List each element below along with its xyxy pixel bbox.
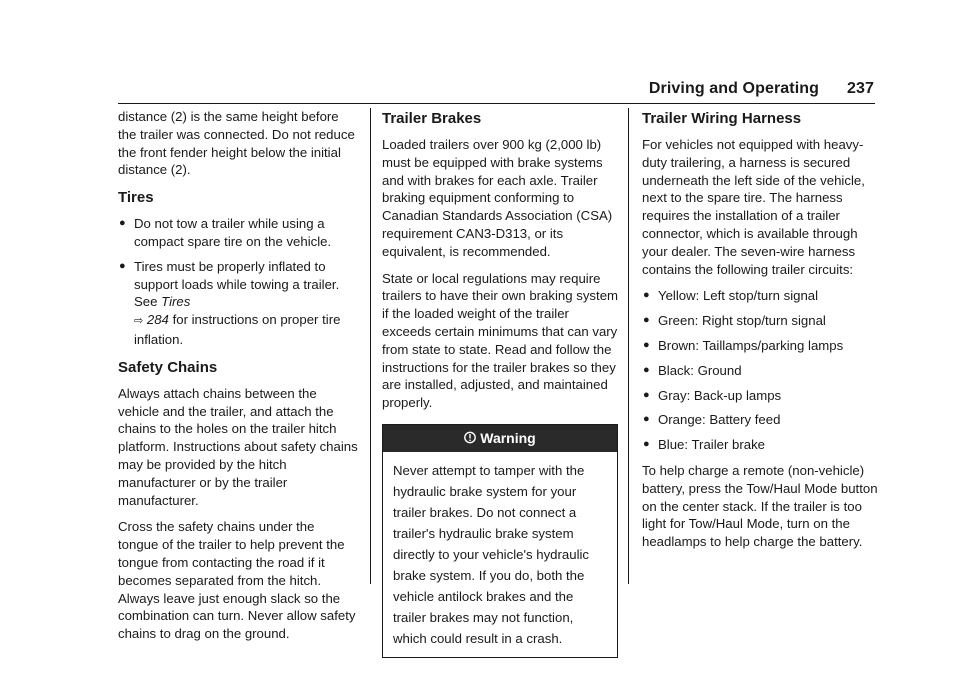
- page-reference-icon: ⇨: [134, 315, 144, 328]
- list-item-text: Black: Ground: [658, 362, 742, 378]
- wiring-harness-heading: Trailer Wiring Harness: [642, 110, 802, 127]
- list-item: [642, 337, 878, 355]
- list-item-text: Yellow: Left stop/turn signal: [658, 288, 819, 304]
- column-divider-2: [628, 108, 629, 584]
- charge-paragraph: To help charge a remote (non-vehicle) battery, press the Tow/Haul Mode button on the center stack. If the trailer is too light for Tow/Haul Mode, turn on the headlamps to help charge the battery.: [642, 462, 878, 550]
- harness-paragraph: For vehicles not equipped with heavy-duty trailering, a harness is secured underneath the left side of the vehicle, next to the spare tire. The harness requires the installation of a trailer connector, which is available through your dealer. The seven-wire harness contains the following trailer circuits:: [642, 137, 865, 277]
- bullet-icon: ●: [643, 438, 650, 451]
- bullet-icon: ●: [643, 314, 650, 327]
- warning-title: Warning: [480, 429, 536, 446]
- tires-link[interactable]: Tires: [161, 294, 191, 310]
- list-item: [642, 362, 878, 380]
- page-reference-link[interactable]: 284: [146, 312, 169, 328]
- chains-paragraph-1: Always attach chains between the vehicle and the trailer, and attach the chains to the holes on the trailer hitch platform. Instructions about safety chains may be provided by the hitch manufacturer or by the trailer manufacturer.: [118, 385, 358, 508]
- bullet-icon: ●: [643, 413, 650, 426]
- list-item-text: Green: Right stop/turn signal: [658, 313, 826, 329]
- bullet-icon: ●: [643, 338, 650, 351]
- list-item: [642, 387, 878, 405]
- column-middle: [382, 108, 618, 658]
- list-item: [642, 411, 878, 429]
- warning-text: Never attempt to tamper with the hydraulic brake system for your trailer brakes. Do not connect a trailer's hydraulic brake system directly to your vehicle's hydraulic brake system. If you do, both the vehicle antilock brakes and the trailer brakes may not function, which could result in a crash.: [393, 462, 590, 646]
- brakes-paragraph-1: Loaded trailers over 900 kg (2,000 lb) must be equipped with brake systems and with brakes for each axle. Trailer braking equipment conforming to Canadian Standards Association (CSA) requirement CAN3-D313, or its equivalent, is recommended.: [382, 137, 613, 259]
- column-left: [118, 108, 358, 652]
- trailer-brakes-heading: Trailer Brakes: [382, 110, 482, 127]
- page-header: [649, 80, 874, 98]
- list-item: [642, 312, 878, 330]
- section-title: Driving and Operating: [648, 80, 819, 97]
- list-item: [642, 436, 878, 454]
- page-number: 237: [847, 80, 874, 97]
- list-item-text: for instructions on proper tire inflation.: [134, 312, 341, 347]
- bullet-icon: ●: [643, 363, 650, 376]
- list-item: [118, 258, 358, 349]
- list-item-text: Do not tow a trailer while using a compact spare tire on the vehicle.: [134, 216, 332, 249]
- bullet-icon: ●: [119, 217, 126, 230]
- header-rule: [118, 103, 875, 104]
- list-item-text: Gray: Back-up lamps: [658, 387, 782, 403]
- list-item-text: Tires must be properly inflated to support loads while towing a trailer. See: [134, 258, 340, 310]
- warning-box: [382, 424, 618, 658]
- chains-paragraph-2: Cross the safety chains under the tongue of the trailer to help prevent the tongue from contacting the road if it becomes separated from the hitch. Always leave just enough slack so the combination can turn. Never allow safety chains to drag on the ground.: [118, 519, 356, 642]
- bullet-icon: ●: [119, 259, 126, 272]
- tires-list: [118, 215, 358, 349]
- list-item: [118, 215, 358, 251]
- circuits-list: [642, 287, 878, 454]
- warning-header: [383, 425, 617, 452]
- list-item: [642, 287, 878, 305]
- bullet-icon: ●: [643, 289, 650, 302]
- list-item-text: Blue: Trailer brake: [658, 437, 766, 453]
- safety-chains-heading: Safety Chains: [118, 358, 218, 376]
- column-divider-1: [370, 108, 371, 584]
- list-item-text: Brown: Taillamps/parking lamps: [658, 337, 844, 353]
- intro-paragraph: distance (2) is the same height before the trailer was connected. Do not reduce the front fender height below the initial distance (2).: [118, 109, 355, 178]
- column-right: [642, 108, 878, 560]
- tires-heading: Tires: [118, 189, 154, 207]
- list-item-text: Orange: Battery feed: [658, 412, 781, 428]
- bullet-icon: ●: [643, 388, 650, 401]
- brakes-paragraph-2: State or local regulations may require trailers to have their own braking system if the loaded weight of the trailer exceeds certain minimums that can vary from state to state. Read and follow the instructions for the trailer brakes so they are installed, adjusted, and maintained properly.: [382, 270, 619, 411]
- warning-icon: [464, 430, 476, 445]
